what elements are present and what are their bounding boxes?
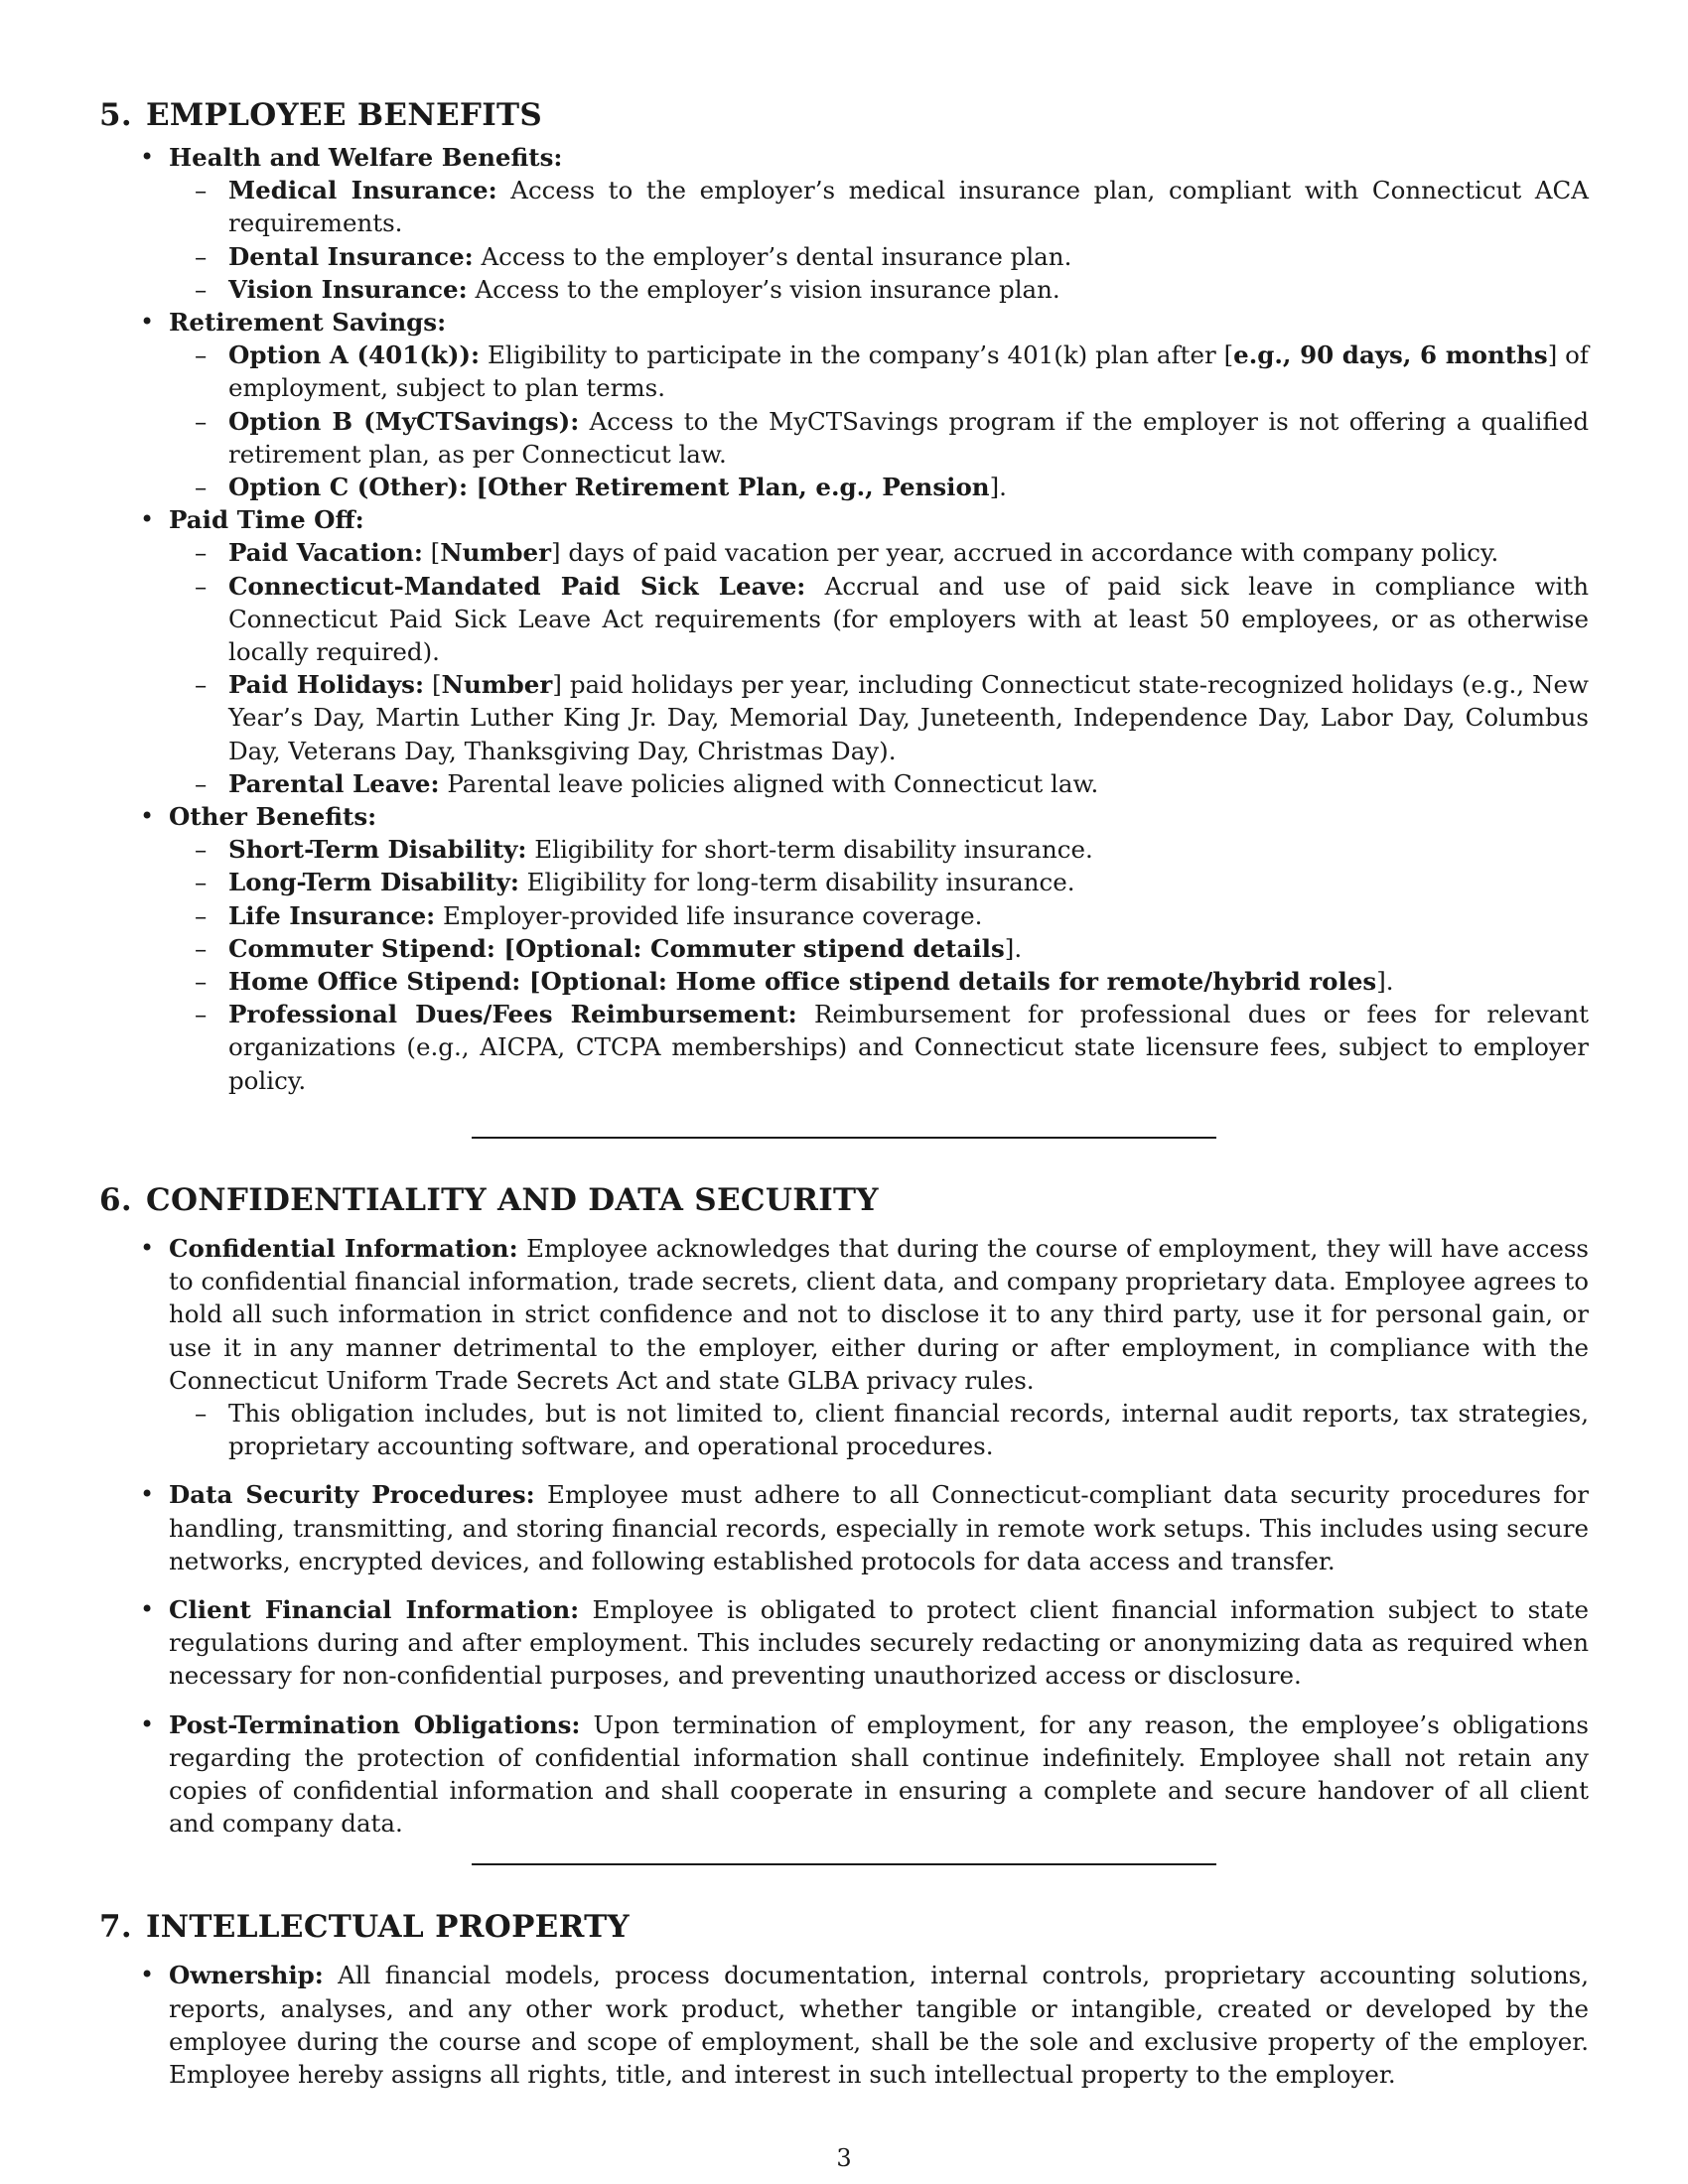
item-label: Option C (Other): bbox=[228, 473, 469, 502]
item-text: Access to the employer’s vision insurance plan. bbox=[467, 274, 1060, 304]
item-label: Vision Insurance: bbox=[228, 274, 468, 304]
item-text: Access to the employer’s medical insurance plan, compliant with Connecticut ACA requirements. bbox=[228, 176, 1589, 238]
list-item bbox=[99, 503, 1589, 800]
item-label: Other Benefits: bbox=[169, 802, 377, 832]
list-item bbox=[99, 306, 1589, 503]
placeholder-text: Optional: Home office stipend details for remote/hybrid roles bbox=[540, 967, 1377, 997]
list-item bbox=[169, 833, 1589, 866]
sub-list bbox=[169, 174, 1589, 306]
list-item bbox=[169, 1397, 1589, 1462]
section-title: EMPLOYEE BENEFITS bbox=[145, 97, 543, 133]
item-text: [ bbox=[520, 967, 541, 997]
placeholder-text: Optional: Commuter stipend details bbox=[515, 933, 1005, 963]
list-item bbox=[99, 800, 1589, 1097]
list-item bbox=[169, 866, 1589, 898]
list-item bbox=[99, 1959, 1589, 2091]
section-number: 5. bbox=[99, 97, 132, 133]
placeholder-text: Number bbox=[441, 670, 553, 700]
item-label: Data Security Procedures: bbox=[169, 1480, 535, 1510]
item-label: Retirement Savings: bbox=[169, 308, 447, 338]
item-label: Health and Welfare Benefits: bbox=[169, 143, 563, 172]
item-text: Access to the employer’s dental insurance plan. bbox=[473, 241, 1072, 271]
list-item bbox=[169, 536, 1589, 569]
item-text: [ bbox=[468, 473, 489, 502]
item-label: Life Insurance: bbox=[228, 900, 436, 930]
list-item bbox=[169, 240, 1589, 273]
section-number: 6. bbox=[99, 1181, 132, 1218]
list-item bbox=[169, 932, 1589, 965]
list-item bbox=[169, 405, 1589, 471]
item-text: Upon termination of employment, for any reason, the employee’s obligations regarding the protection of confidential information shall continue indefinitely. Employee shall not retain any copies of confidential information and shall cooperate in ensuring a complete and secure handover of all client and company data. bbox=[169, 1709, 1589, 1839]
item-text: Employee acknowledges that during the course of employment, they will have access to confidential financial information, trade secrets, client data, and company proprietary data. Employee agrees to hold all such information in strict confidence and not to disclose it to any third party, use it for personal gain, or use it in any manner detrimental to the employer, either during or after employment, in compliance with the Connecticut Uniform Trade Secrets Act and state GLBA privacy rules. bbox=[169, 1233, 1590, 1395]
list-item bbox=[169, 273, 1589, 306]
list-item bbox=[169, 899, 1589, 932]
benefits-list bbox=[99, 141, 1589, 1097]
item-label: Short-Term Disability: bbox=[228, 835, 527, 865]
section-divider bbox=[472, 1137, 1216, 1139]
list-item bbox=[169, 965, 1589, 998]
item-label: Professional Dues/Fees Reimbursement: bbox=[228, 1000, 797, 1029]
item-text: ] of employment, subject to plan terms. bbox=[228, 341, 1589, 403]
list-item bbox=[169, 767, 1589, 800]
section-title: CONFIDENTIALITY AND DATA SECURITY bbox=[145, 1181, 879, 1218]
sub-list bbox=[169, 339, 1589, 503]
item-text: [ bbox=[422, 538, 441, 568]
placeholder-text: e.g., 90 days, 6 months bbox=[1233, 341, 1548, 370]
confidentiality-list bbox=[99, 1232, 1589, 1840]
section-title: INTELLECTUAL PROPERTY bbox=[145, 1909, 630, 1946]
list-item bbox=[169, 668, 1589, 767]
item-text: Parental leave policies aligned with Connecticut law. bbox=[439, 768, 1099, 798]
list-item bbox=[169, 998, 1589, 1097]
section-6-heading bbox=[99, 1180, 1589, 1220]
item-text: This obligation includes, but is not limited to, client financial records, internal audit reports, tax strategies, proprietary accounting software, and operational procedures. bbox=[228, 1398, 1589, 1461]
item-text: [ bbox=[494, 933, 515, 963]
item-text: Employee must adhere to all Connecticut-compliant data security procedures for handling, transmitting, and storing financial records, especially in remote work setups. This includes using secure networks, encrypted devices, and following established protocols for data access and transfer. bbox=[169, 1480, 1589, 1575]
item-text: Eligibility to participate in the company’s 401(k) plan after [ bbox=[480, 341, 1234, 370]
item-label: Option A (401(k)): bbox=[228, 341, 481, 370]
list-item bbox=[99, 1478, 1589, 1577]
item-label: Paid Time Off: bbox=[169, 505, 364, 535]
item-label: Post-Termination Obligations: bbox=[169, 1709, 581, 1739]
item-text: ] days of paid vacation per year, accrued in accordance with company policy. bbox=[550, 538, 1499, 568]
list-item bbox=[169, 471, 1589, 503]
item-label: Long-Term Disability: bbox=[228, 868, 519, 897]
item-label: Option B (MyCTSavings): bbox=[228, 406, 580, 436]
item-text: Eligibility for long-term disability insurance. bbox=[518, 868, 1075, 897]
item-label: Ownership: bbox=[169, 1961, 324, 1990]
item-text: ]. bbox=[989, 473, 1007, 502]
item-text: ]. bbox=[1376, 967, 1394, 997]
placeholder-text: Number bbox=[440, 538, 551, 568]
item-text: All financial models, process documentation, internal controls, proprietary accounting solutions, reports, analyses, and any other work product, whether tangible or intangible, created or developed by the employee during the course and scope of employment, shall be the sole and exclusive property of the employer. Employee hereby assigns all rights, title, and interest in such intellectual property to the employer. bbox=[169, 1961, 1589, 2089]
item-text: Employer-provided life insurance coverage. bbox=[435, 900, 983, 930]
item-label: Paid Holidays: bbox=[228, 670, 424, 700]
item-text: Employee is obligated to protect client financial information subject to state regulations during and after employment. This includes securely redacting or anonymizing data as required when necessary for non-confidential purposes, and preventing unauthorized access or disclosure. bbox=[169, 1594, 1589, 1691]
item-text: Accrual and use of paid sick leave in compliance with Connecticut Paid Sick Leave Act requirements (for employers with at least 50 employees, or as otherwise locally required). bbox=[228, 571, 1589, 667]
list-item bbox=[169, 174, 1589, 239]
list-item bbox=[99, 1708, 1589, 1841]
item-label: Parental Leave: bbox=[228, 768, 440, 798]
item-label: Client Financial Information: bbox=[169, 1594, 580, 1624]
placeholder-text: Other Retirement Plan, e.g., Pension bbox=[488, 473, 990, 502]
section-number: 7. bbox=[99, 1909, 132, 1946]
ip-list bbox=[99, 1959, 1589, 2091]
item-label: Medical Insurance: bbox=[228, 176, 497, 205]
item-label: Commuter Stipend: bbox=[228, 933, 495, 963]
item-text: ]. bbox=[1004, 933, 1023, 963]
item-label: Connecticut-Mandated Paid Sick Leave: bbox=[228, 571, 806, 601]
list-item bbox=[169, 339, 1589, 404]
item-label: Home Office Stipend: bbox=[228, 967, 521, 997]
list-item bbox=[99, 1593, 1589, 1693]
section-divider bbox=[472, 1863, 1216, 1865]
item-label: Dental Insurance: bbox=[228, 241, 474, 271]
item-text: Eligibility for short-term disability insurance. bbox=[526, 835, 1093, 865]
sub-list bbox=[169, 1397, 1589, 1462]
item-text: ] paid holidays per year, including Connecticut state-recognized holidays (e.g., New Year’s Day, Martin Luther King Jr. Day, Memorial Day, Juneteenth, Independence Day, Labor Day, Columbus Day, Veterans Day, Thanksgiving Day, Christmas Day). bbox=[228, 670, 1589, 765]
list-item bbox=[99, 1232, 1589, 1462]
section-7-heading bbox=[99, 1907, 1589, 1947]
item-label: Paid Vacation: bbox=[228, 538, 423, 568]
document-page bbox=[99, 95, 1589, 2091]
item-label: Confidential Information: bbox=[169, 1233, 518, 1263]
list-item bbox=[169, 570, 1589, 669]
item-text: [ bbox=[424, 670, 442, 700]
sub-list bbox=[169, 833, 1589, 1097]
list-item bbox=[99, 141, 1589, 306]
page-number: 3 bbox=[836, 2144, 852, 2172]
section-5-heading bbox=[99, 95, 1589, 135]
item-text: Reimbursement for professional dues or fees for relevant organizations (e.g., AICPA, CTCPA memberships) and Connecticut state licensure fees, subject to employer policy. bbox=[228, 1000, 1589, 1095]
sub-list bbox=[169, 536, 1589, 800]
item-text: Access to the MyCTSavings program if the employer is not offering a qualified retirement plan, as per Connecticut law. bbox=[228, 406, 1590, 469]
